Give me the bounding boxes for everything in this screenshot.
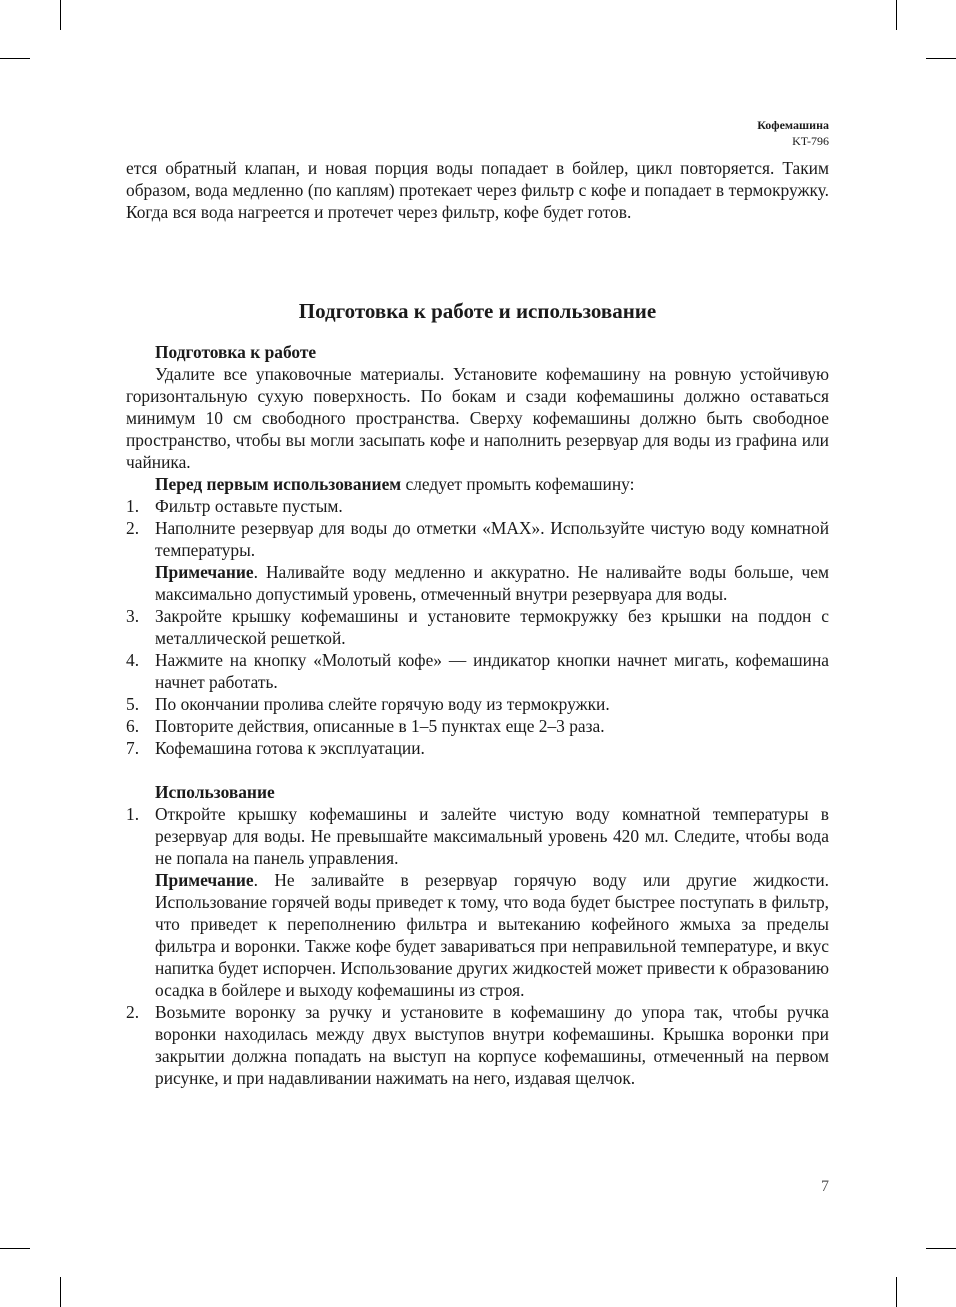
note [155, 869, 829, 1001]
item-number: 4. [126, 650, 140, 670]
usage-heading: Использование [155, 782, 275, 802]
item-text: По окончании пролива слейте горячую воду из термокружки. [155, 694, 610, 714]
page-body [126, 157, 829, 1089]
intro-paragraph: ется обратный клапан, и новая порция воды попадает в бойлер, цикл повторяется. Таким образом, вода медленно (по каплям) протекает через фильтр с кофе и попадает в термокружку. Когда вся вода нагреется и протечет через фильтр, кофе будет готов. [126, 158, 829, 222]
item-number: 3. [126, 606, 140, 626]
first-use-line [126, 473, 829, 495]
usage-list [126, 803, 829, 1089]
item-text: Закройте крышку кофемашины и установите термокружку без крышки на поддон с металлической решеткой. [155, 606, 829, 648]
crop-mark [60, 0, 61, 30]
item-text: Повторите действия, описанные в 1–5 пунктах еще 2–3 раза. [155, 716, 605, 736]
first-use-bold: Перед первым использованием [155, 474, 402, 494]
note [155, 561, 829, 605]
item-number: 1. [126, 496, 140, 516]
list-item [126, 803, 829, 1001]
item-text: Кофемашина готова к эксплуатации. [155, 738, 425, 758]
note-text: . Наливайте воду медленно и аккуратно. Не наливайте воды больше, чем максимально допустимый уровень, отмеченный внутри резервуара для воды. [155, 562, 829, 604]
prep-heading: Подготовка к работе [155, 342, 317, 362]
list-item [126, 517, 829, 605]
list-item [126, 693, 829, 715]
list-item [126, 649, 829, 693]
item-text: Нажмите на кнопку «Молотый кофе» — индикатор кнопки начнет мигать, кофемашина начнет работать. [155, 650, 829, 692]
list-item [126, 715, 829, 737]
crop-mark [896, 0, 897, 30]
crop-mark [60, 1277, 61, 1307]
crop-mark [0, 58, 30, 59]
note-text: . Не заливайте в резервуар горячую воду или другие жидкости. Использование горячей воды приведет к тому, что вода будет быстрее поступать в фильтр, что приведет к переполнению фильтра и вытеканию кофейного жмыха за пределы фильтра и воронки. Также кофе будет завариваться при неправильной температуре, и вкус напитка будет испорчен. Использование других жидкостей может привести к образованию осадка в бойлере и выходу кофемашины из строя. [155, 870, 829, 1000]
crop-mark [896, 1277, 897, 1307]
page-number: 7 [821, 1178, 829, 1195]
header-title: Кофемашина [757, 118, 829, 132]
item-text: Наполните резервуар для воды до отметки «MAX». Используйте чистую воду комнатной температуры. [155, 518, 829, 560]
item-number: 1. [126, 804, 140, 824]
item-text: Возьмите воронку за ручку и установите в кофемашину до упора так, чтобы ручка воронки находилась между двух выступов внутри кофемашины. Крышка воронки при закрытии должна попадать на выступ на корпусе кофемашины, отмеченный на первом рисунке, и при надавливании нажимать на него, издавая щелчок. [155, 1002, 829, 1088]
list-item [126, 495, 829, 517]
list-item [126, 737, 829, 759]
crop-mark [926, 1248, 956, 1249]
item-number: 2. [126, 1002, 140, 1022]
running-header [757, 117, 829, 149]
list-item [126, 1001, 829, 1089]
crop-mark [0, 1248, 30, 1249]
item-number: 6. [126, 716, 140, 736]
item-text: Фильтр оставьте пустым. [155, 496, 343, 516]
note-label: Примечание [155, 562, 254, 582]
section-title: Подготовка к работе и использование [298, 299, 657, 323]
crop-mark [926, 58, 956, 59]
first-use-rest: следует промыть кофемашину: [401, 474, 635, 494]
item-number: 7. [126, 738, 140, 758]
header-model: KT-796 [792, 134, 829, 148]
prep-list [126, 495, 829, 759]
item-number: 5. [126, 694, 140, 714]
prep-paragraph: Удалите все упаковочные материалы. Установите кофемашину на ровную устойчивую горизонтальную сухую поверхность. По бокам и сзади кофемашины должно оставаться минимум 10 см свободного пространства. Сверху кофемашины должно быть свободное пространство, чтобы вы могли засыпать кофе и наполнить резервуар для воды из графина или чайника. [126, 364, 829, 472]
item-number: 2. [126, 518, 140, 538]
note-label: Примечание [155, 870, 254, 890]
list-item [126, 605, 829, 649]
item-text: Откройте крышку кофемашины и залейте чистую воду комнатной температуры в резервуар для воды. Не превышайте максимальный уровень 420 мл. Следите, чтобы вода не попала на панель управления. [155, 804, 829, 868]
